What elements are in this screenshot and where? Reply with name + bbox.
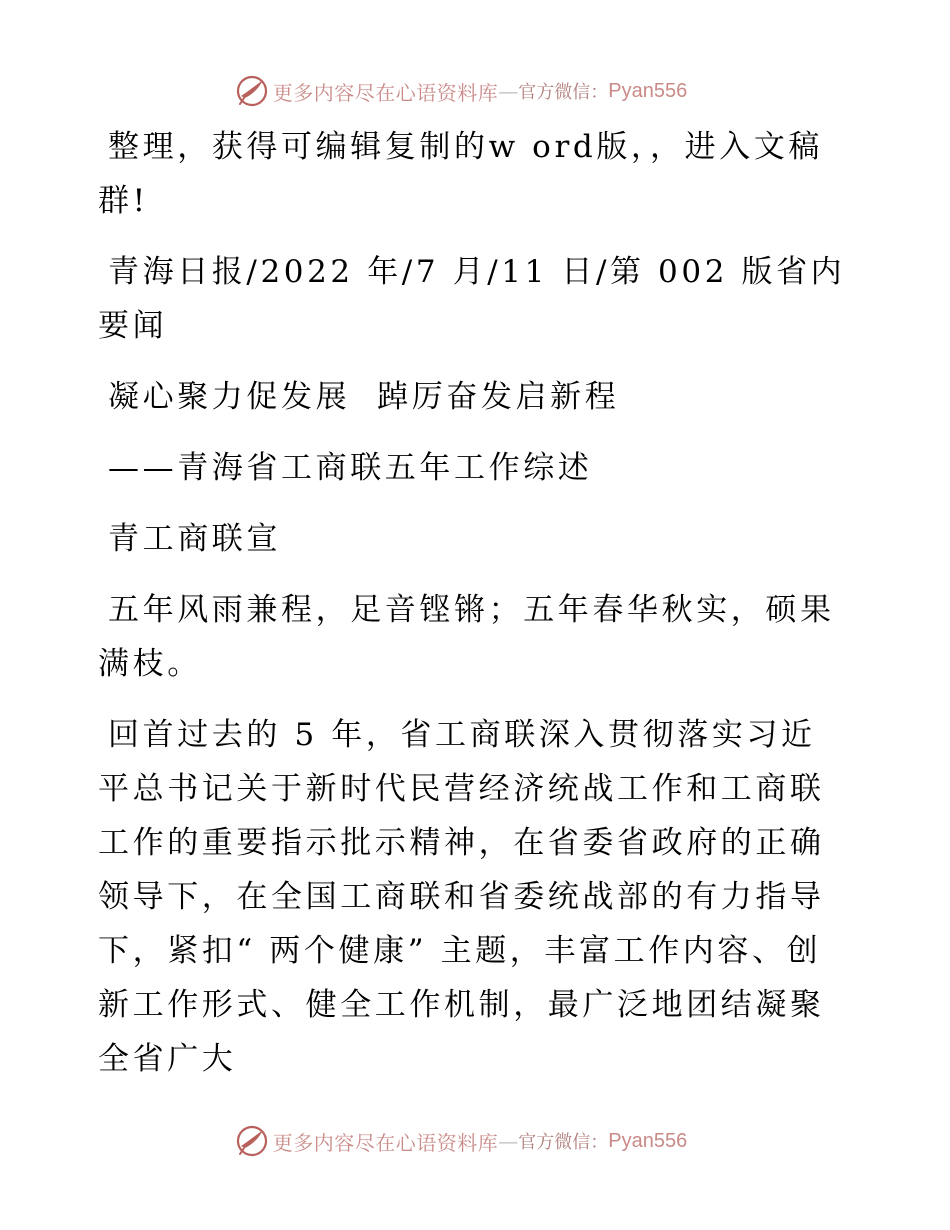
watermark-separator: —	[498, 1129, 519, 1153]
document-body	[98, 120, 850, 1103]
article-author: 青工商联宣	[108, 521, 281, 557]
paragraph-source-line: 青海日报/2022 年/7 月/11 日/第 002 版省内要闻	[98, 254, 846, 344]
watermark-separator: —	[498, 79, 519, 103]
watermark-wechat-id: Pyan556	[608, 1129, 688, 1152]
article-subtitle: ——青海省工商联五年工作综述	[108, 450, 593, 486]
watermark-suffix: 官方微信：	[518, 1132, 609, 1153]
footer-watermark	[0, 1121, 950, 1161]
watermark-suffix: 官方微信：	[518, 82, 609, 103]
header-watermark	[0, 71, 950, 111]
watermark-wechat-id: Pyan556	[608, 79, 688, 102]
paragraph-intro-note: 整理，获得可编辑复制的w ord版，，进入文稿群!	[98, 129, 824, 219]
article-title: 凝心聚力促发展 踔厉奋发启新程	[108, 379, 620, 415]
paragraph-lead: 五年风雨兼程，足音铿锵；五年春华秋实，硕果满枝。	[98, 592, 835, 682]
paragraph-body: 回首过去的 5 年，省工商联深入贯彻落实习近平总书记关于新时代民营经济统战工作和工商联工作的重要指示批示精神，在省委省政府的正确领导下，在全国工商联和省委统战部的有力指导下，紧扣“ 两个健康” 主题，丰富工作内容、创新工作形式、健全工作机制，最广泛地团结凝聚全省广大	[98, 717, 825, 1077]
quill-logo-icon	[235, 74, 269, 108]
quill-logo-icon	[235, 1124, 269, 1158]
watermark-main-text: 更多内容尽在心语资料库	[272, 1130, 499, 1155]
watermark-main-text: 更多内容尽在心语资料库	[272, 80, 499, 105]
